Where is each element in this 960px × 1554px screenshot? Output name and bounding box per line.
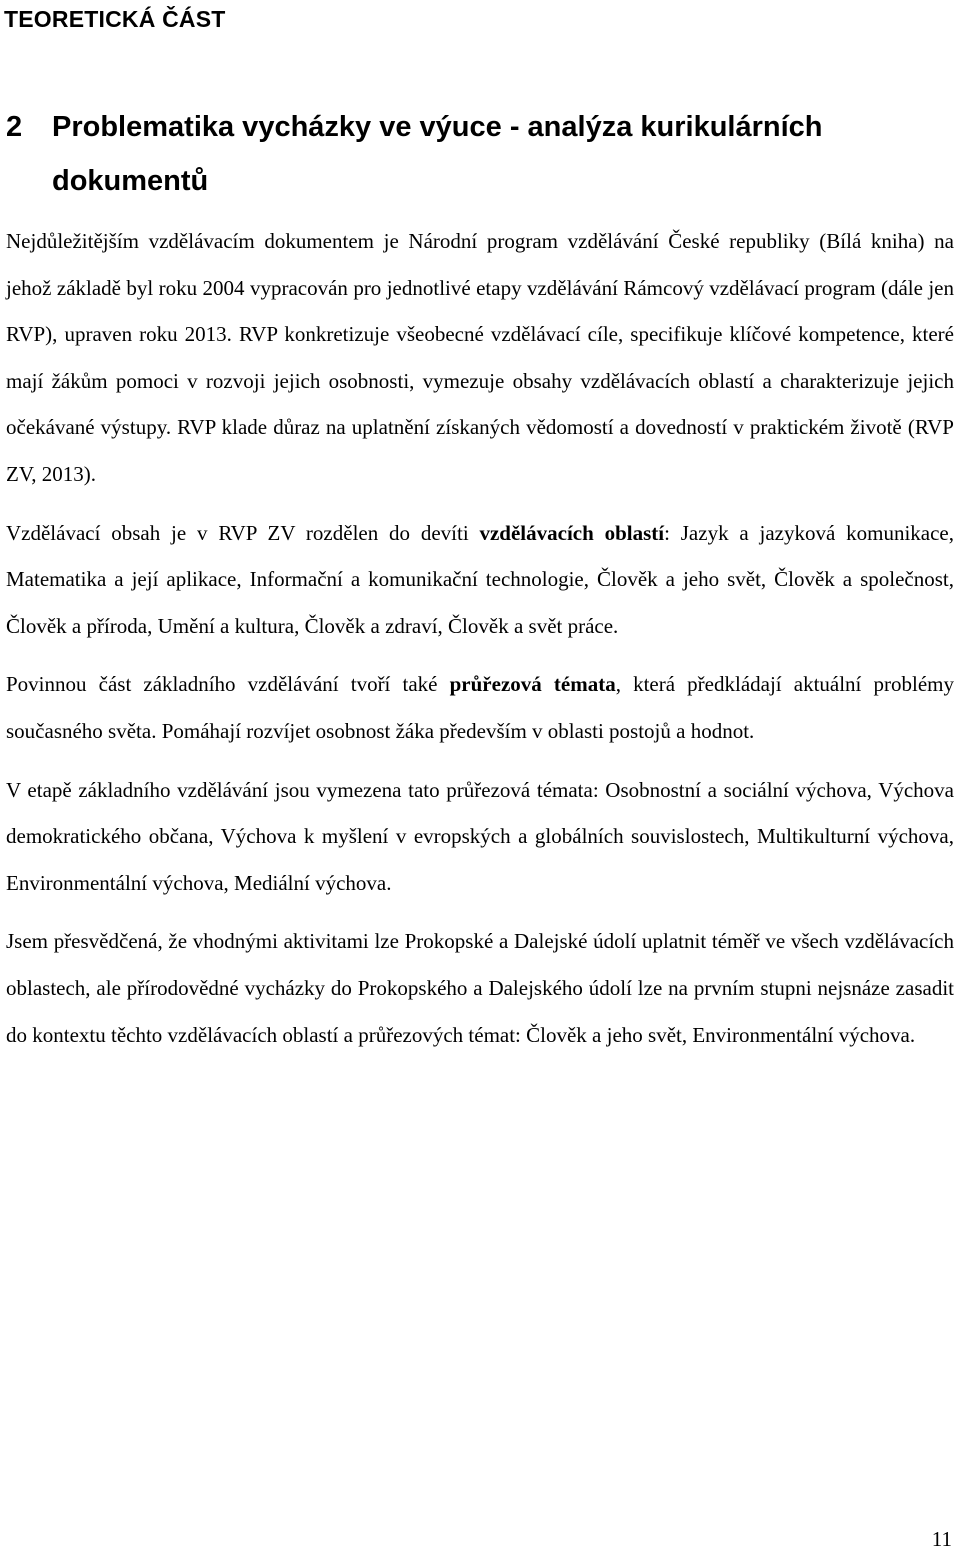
- paragraph-educational-areas: [6, 510, 954, 650]
- chapter-number: 2: [6, 111, 23, 143]
- bold-term-cross-curricular-topics: průřezová témata: [449, 672, 616, 697]
- chapter-title: Problematika vycházky ve výuce - analýza kurikulárních dokumentů: [52, 111, 823, 197]
- text-run: : Jazyk a jazyková komunikace, Matematika a její aplikace, Informační a komunikační technologie, Člověk a jeho svět, Člověk a společnost, Člověk a příroda, Umění a kultura, Člověk a zdraví, Člověk a svět práce.: [6, 520, 954, 638]
- body-text: [6, 218, 954, 1070]
- paragraph-rvp-intro: Nejdůležitějším vzdělávacím dokumentem je Národní program vzdělávání České republiky (Bílá kniha) na jehož základě byl roku 2004 vypracován pro jednotlivé etapy vzdělávání Rámcový vzdělávací program (dále jen RVP), upraven roku 2013. RVP konkretizuje všeobecné vzdělávací cíle, specifikuje klíčové kompetence, které mají žákům pomoci v rozvoji jejich osobnosti, vymezuje obsahy vzdělávacích oblastí a charakterizuje jejich očekávané výstupy. RVP klade důraz na uplatnění získaných vědomostí a dovedností v praktickém životě (RVP ZV, 2013).: [6, 229, 954, 486]
- text-run: Povinnou část základního vzdělávání tvoří také: [6, 672, 450, 697]
- paragraph-cross-curricular: [6, 661, 954, 754]
- chapter-heading: [6, 100, 946, 208]
- paragraph-topics-list: V etapě základního vzdělávání jsou vymezena tato průřezová témata: Osobnostní a sociální výchova, Výchova demokratického občana, Výchova k myšlení v evropských a globálních souvislostech, Multikulturní výchova, Environmentální výchova, Mediální výchova.: [6, 777, 954, 895]
- text-run: , která předkládají aktuální problémy současného světa. Pomáhají rozvíjet osobnost žáka především v oblasti postojů a hodnot.: [6, 672, 954, 743]
- bold-term-educational-areas: vzdělávacích oblastí: [479, 520, 665, 545]
- page-number: 11: [931, 1527, 952, 1551]
- running-header: TEORETICKÁ ČÁST: [4, 6, 226, 32]
- paragraph-author-opinion: Jsem přesvědčená, že vhodnými aktivitami lze Prokopské a Dalejské údolí uplatnit téměř ve všech vzdělávacích oblastech, ale přírodovědné vycházky do Prokopského a Dalejského údolí lze na prvním stupni nejsnáze zasadit do kontextu těchto vzdělávacích oblastí a průřezových témat: Člověk a jeho svět, Environmentální výchova.: [6, 929, 954, 1047]
- text-run: Vzdělávací obsah je v RVP ZV rozdělen do devíti: [6, 520, 480, 545]
